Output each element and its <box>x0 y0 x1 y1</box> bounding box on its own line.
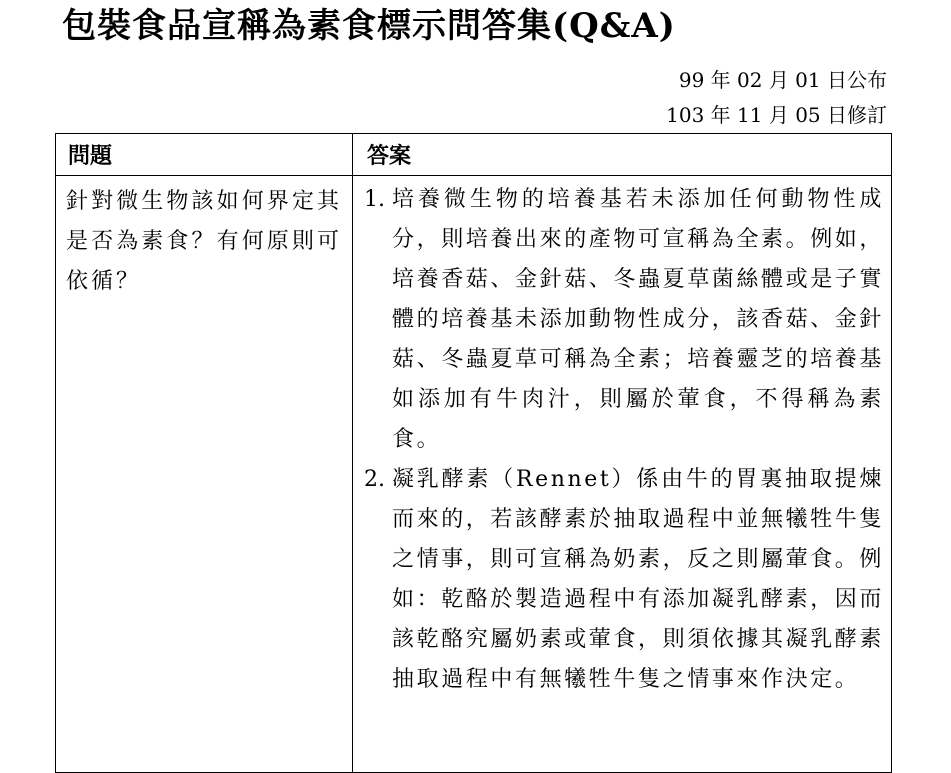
answer-text: 凝乳酵素（Rennet）係由牛的胃裏抽取提煉而來的，若該酵素於抽取過程中並無犧牲牛隻之情事，則可宣稱為奶素，反之則屬葷食。例如：乾酪於製造過程中有添加凝乳酵素，因而該乾酪究屬奶素或葷食，則須依據其凝乳酵素抽取過程中有無犧牲牛隻之情事來作決定。 <box>392 467 885 692</box>
document-title: 包裝食品宣稱為素食標示問答集(Q&A) <box>62 6 676 46</box>
header-answer: 答案 <box>367 143 412 169</box>
answer-item <box>364 460 884 700</box>
revised-date: 103 年 11 月 05 日修訂 <box>666 103 887 127</box>
answer-item <box>364 180 884 460</box>
qa-table <box>55 133 892 773</box>
header-question: 問題 <box>68 143 113 169</box>
answer-number: 1. <box>364 187 385 212</box>
answer-text: 培養微生物的培養基若未添加任何動物性成分，則培養出來的產物可宣稱為全素。例如，培養香菇、金針菇、冬蟲夏草菌絲體或是子實體的培養基未添加動物性成分，該香菇、金針菇、冬蟲夏草可稱為全素；培養靈芝的培養基如添加有牛肉汁，則屬於葷食，不得稱為素食。 <box>392 187 885 452</box>
published-date: 99 年 02 月 01 日公布 <box>678 68 887 92</box>
column-divider <box>352 134 353 772</box>
header-divider <box>56 175 891 176</box>
question-cell: 針對微生物該如何界定其是否為素食？有何原則可依循？ <box>66 189 342 294</box>
answer-cell <box>364 180 884 700</box>
answer-number: 2. <box>364 467 385 492</box>
